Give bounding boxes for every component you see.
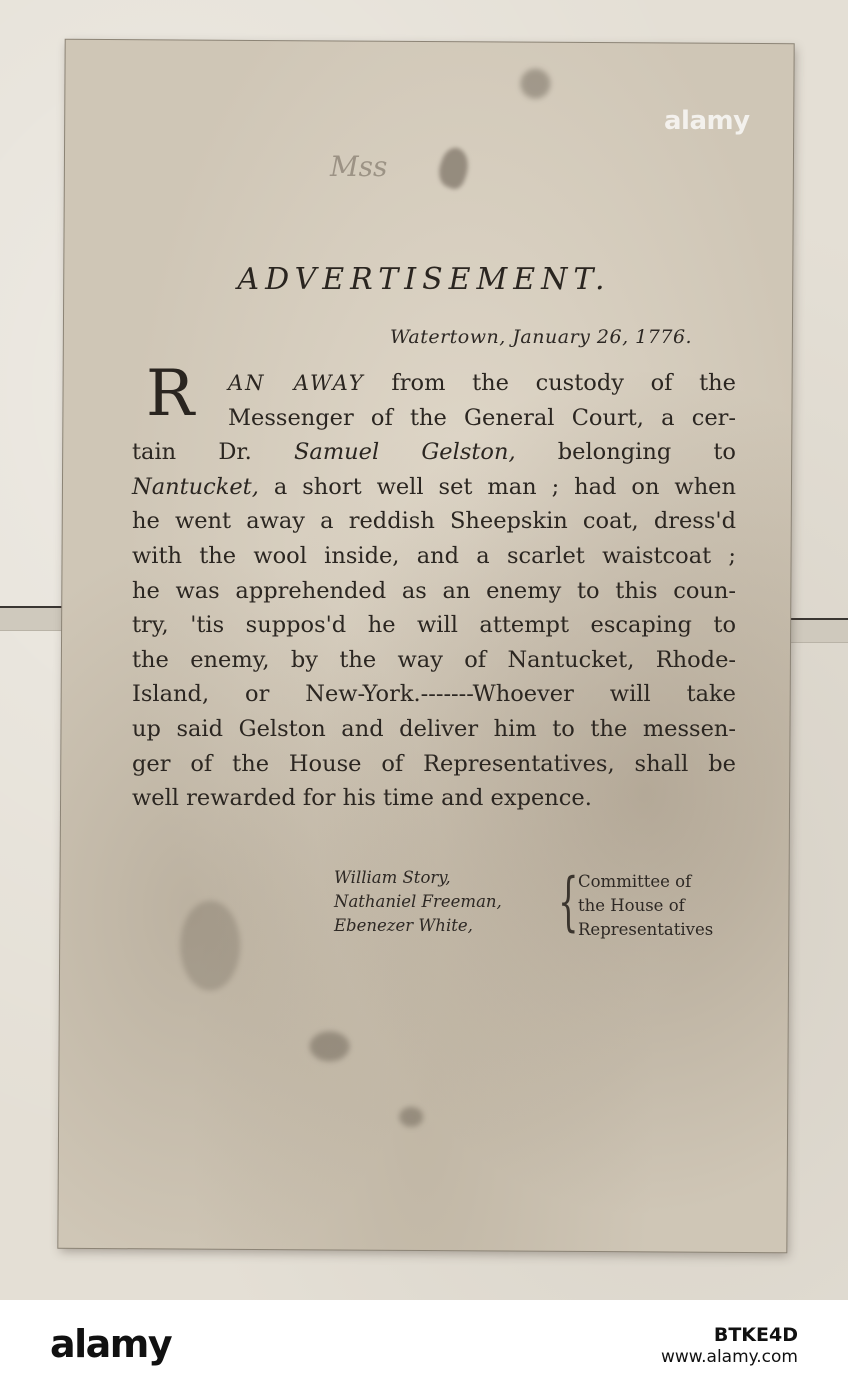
text-run: belonging to (515, 439, 736, 466)
text-run: Samuel Gelston, (293, 439, 516, 466)
text-run: the enemy, by the way of Nantucket, Rhode- (132, 646, 736, 673)
advertisement-body (132, 366, 736, 816)
ink-stain (309, 1031, 349, 1061)
body-line (132, 608, 736, 643)
brace-glyph: { (558, 865, 579, 939)
body-line (132, 781, 736, 816)
committee-line: the House of (578, 896, 685, 915)
text-run: Nantucket, (132, 473, 259, 500)
fold-seam-right (790, 618, 848, 643)
handwritten-annotation: Mss (330, 150, 388, 183)
text-run: well rewarded for his time and expence. (132, 785, 592, 812)
body-line (132, 435, 736, 470)
footer-image-info (661, 1324, 798, 1368)
fold-seam-left (0, 606, 62, 631)
body-line (132, 747, 736, 782)
text-run: a short well set man ; had on when (258, 473, 736, 500)
text-run: AN AWAY (228, 371, 365, 395)
signer-list (334, 866, 554, 938)
text-run: with the wool inside, and a scarlet waistcoat ; (132, 542, 736, 569)
image-id: BTKE4D (713, 1324, 798, 1346)
text-run: Island, or New-York.-------Whoever will take (132, 681, 736, 708)
footer-url: www.alamy.com (660, 1347, 798, 1367)
text-run: from the custody of the (364, 370, 736, 396)
committee-line: Representatives (578, 920, 714, 939)
body-line (132, 401, 736, 436)
text-run: he went away a reddish Sheepskin coat, dress'd (132, 508, 736, 535)
text-run: try, 'tis suppos'd he will attempt escaping to (132, 612, 736, 639)
text-run: up said Gelston and deliver him to the messen- (132, 715, 736, 742)
body-line (132, 504, 736, 539)
stock-footer (0, 1300, 848, 1390)
signer-name: Nathaniel Freeman, (334, 892, 502, 911)
body-line (132, 712, 736, 747)
water-stain (180, 901, 241, 991)
text-run: tain Dr. (132, 439, 294, 466)
ink-stain (399, 1107, 423, 1127)
body-line (132, 643, 736, 678)
signer-name: William Story, (334, 868, 451, 887)
body-line (132, 574, 736, 609)
text-run: Messenger of the General Court, a cer- (228, 404, 736, 431)
ink-stain (520, 69, 550, 99)
committee-label (578, 870, 738, 942)
body-line (132, 366, 736, 401)
dateline: Watertown, January 26, 1776. (390, 326, 693, 348)
body-line (132, 677, 736, 712)
body-line (132, 539, 736, 574)
watermark-logo: alamy (664, 106, 750, 136)
text-run: he was apprehended as an enemy to this coun- (132, 577, 736, 604)
document-heading: ADVERTISEMENT. (237, 262, 611, 297)
signer-name: Ebenezer White, (334, 916, 473, 935)
footer-logo: alamy (50, 1322, 172, 1366)
body-line (132, 470, 736, 505)
text-run: ger of the House of Representatives, shall be (132, 750, 736, 777)
drop-cap: R (146, 357, 195, 431)
committee-line: Committee of (578, 872, 692, 891)
